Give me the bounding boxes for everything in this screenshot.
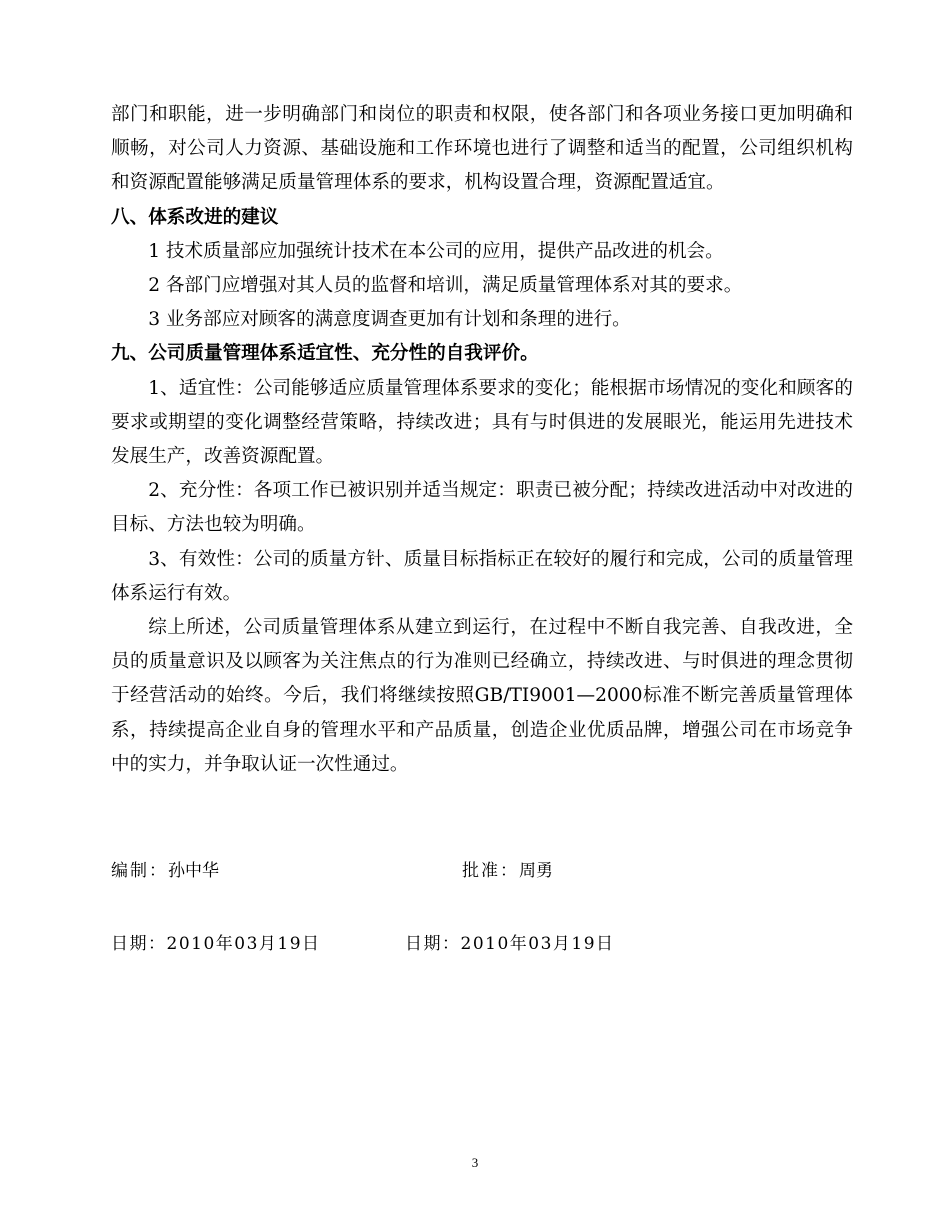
evaluation-effectiveness: 3、有效性：公司的质量方针、质量目标指标正在较好的履行和完成，公司的质量管理体系运行有效。 xyxy=(111,548,853,604)
approved-label: 批准： xyxy=(462,861,519,881)
approved-by xyxy=(462,859,553,883)
page-number: 3 xyxy=(471,1155,479,1170)
section-heading-8: 八、体系改进的建议 xyxy=(111,206,279,228)
suggestion-item-2: 2 各部门应增强对其人员的监督和培训，满足质量管理体系对其的要求。 xyxy=(148,275,743,297)
prepared-label: 编制： xyxy=(111,861,168,881)
suggestion-item-3: 3 业务部应对顾客的满意度调查更加有计划和条理的进行。 xyxy=(148,309,631,331)
approved-date: 日期：2010年03月19日 xyxy=(405,934,615,954)
section-heading-9: 九、公司质量管理体系适宜性、充分性的自我评价。 xyxy=(111,343,539,365)
suggestion-item-1: 1 技术质量部应加强统计技术在本公司的应用，提供产品改进的机会。 xyxy=(148,240,724,262)
evaluation-suitability: 1、适宜性：公司能够适应质量管理体系要求的变化；能根据市场情况的变化和顾客的要求或期望的变化调整经营策略，持续改进；具有与时俱进的发展眼光，能运用先进技术发展生产，改善资源配置。 xyxy=(111,377,853,468)
prepared-name: 孙中华 xyxy=(168,861,219,881)
document-body xyxy=(111,98,853,782)
prepared-by xyxy=(111,859,219,883)
paragraph-org-structure: 部门和职能，进一步明确部门和岗位的职责和权限，使各部门和各项业务接口更加明确和顺畅，对公司人力资源、基础设施和工作环境也进行了调整和适当的配置，公司组织机构和资源配置能够满足质量管理体系的要求，机构设置合理，资源配置适宜。 xyxy=(111,104,853,194)
evaluation-adequacy: 2、充分性：各项工作已被识别并适当规定：职责已被分配；持续改进活动中对改进的目标、方法也较为明确。 xyxy=(111,480,853,536)
paragraph-conclusion: 综上所述，公司质量管理体系从建立到运行，在过程中不断自我完善、自我改进，全员的质量意识及以顾客为关注焦点的行为准则已经确立，持续改进、与时俱进的理念贯彻于经营活动的始终。今后，我们将继续按照GB/TI9001—2000标准不断完善质量管理体系，持续提高企业自身的管理水平和产品质量，创造企业优质品牌，增强公司在市场竞争中的实力，并争取认证一次性通过。 xyxy=(111,617,853,775)
prepared-date: 日期：2010年03月19日 xyxy=(111,934,321,954)
approved-name: 周勇 xyxy=(519,861,553,881)
